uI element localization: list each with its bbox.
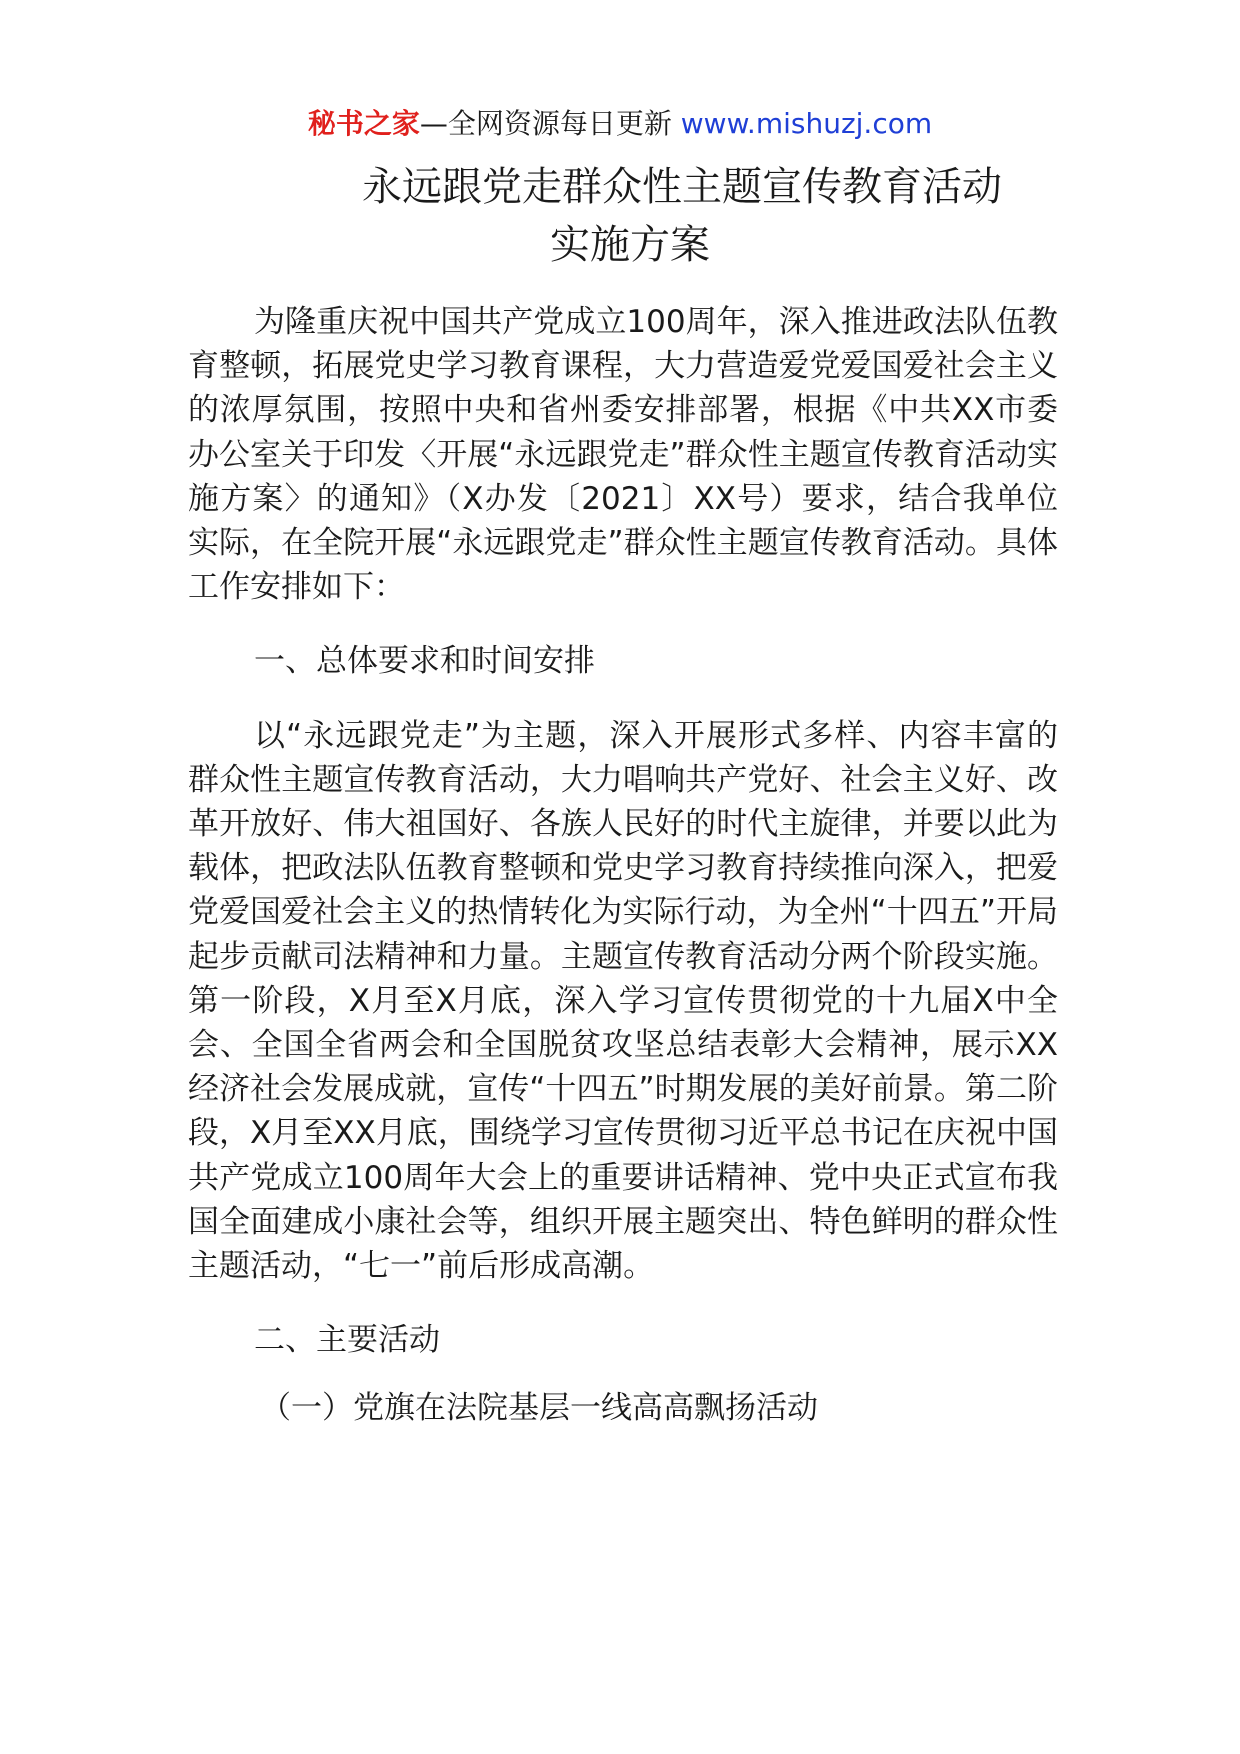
site-header <box>0 104 1240 144</box>
site-url-link[interactable]: www.mishuzj.com <box>680 107 933 140</box>
document-body <box>188 300 1058 1431</box>
intro-paragraph: 为隆重庆祝中国共产党成立100周年，深入推进政法队伍教育整顿，拓展党史学习教育课程，大力营造爱党爱国爱社会主义的浓厚氛围，按照中央和省州委安排部署，根据《中共XX市委办公室关于印发〈开展“永远跟党走”群众性主题宣传教育活动实施方案〉的通知》（X办发〔2021〕XX号）要求，结合我单位实际，在全院开展“永远跟党走”群众性主题宣传教育活动。具体工作安排如下： <box>188 304 1058 606</box>
document-title-line-1: 永远跟党走群众性主题宣传教育活动 <box>362 164 1002 210</box>
brand-name: 秘书之家 <box>307 107 420 140</box>
section-1-heading: 一、总体要求和时间安排 <box>254 643 595 680</box>
section-1-paragraph: 以“永远跟党走”为主题，深入开展形式多样、内容丰富的群众性主题宣传教育活动，大力唱响共产党好、社会主义好、改革开放好、伟大祖国好、各族人民好的时代主旋律，并要以此为载体，把政法队伍教育整顿和党史学习教育持续推向深入，把爱党爱国爱社会主义的热情转化为实际行动，为全州“十四五”开局起步贡献司法精神和力量。主题宣传教育活动分两个阶段实施。第一阶段，X月至X月底，深入学习宣传贯彻党的十九届X中全会、全国全省两会和全国脱贫攻坚总结表彰大会精神，展示XX经济社会发展成就，宣传“十四五”时期发展的美好前景。第二阶段，X月至XX月底，围绕学习宣传贯彻习近平总书记在庆祝中国共产党成立100周年大会上的重要讲话精神、党中央正式宣布我国全面建成小康社会等，组织开展主题突出、特色鲜明的群众性主题活动，“七一”前后形成高潮。 <box>188 717 1058 1285</box>
site-tagline: —全网资源每日更新 <box>419 107 681 140</box>
subsection-1-heading: （一）党旗在法院基层一线高高飘扬活动 <box>260 1390 818 1427</box>
document-title-line-2: 实施方案 <box>550 222 710 268</box>
section-2-heading: 二、主要活动 <box>254 1322 440 1359</box>
